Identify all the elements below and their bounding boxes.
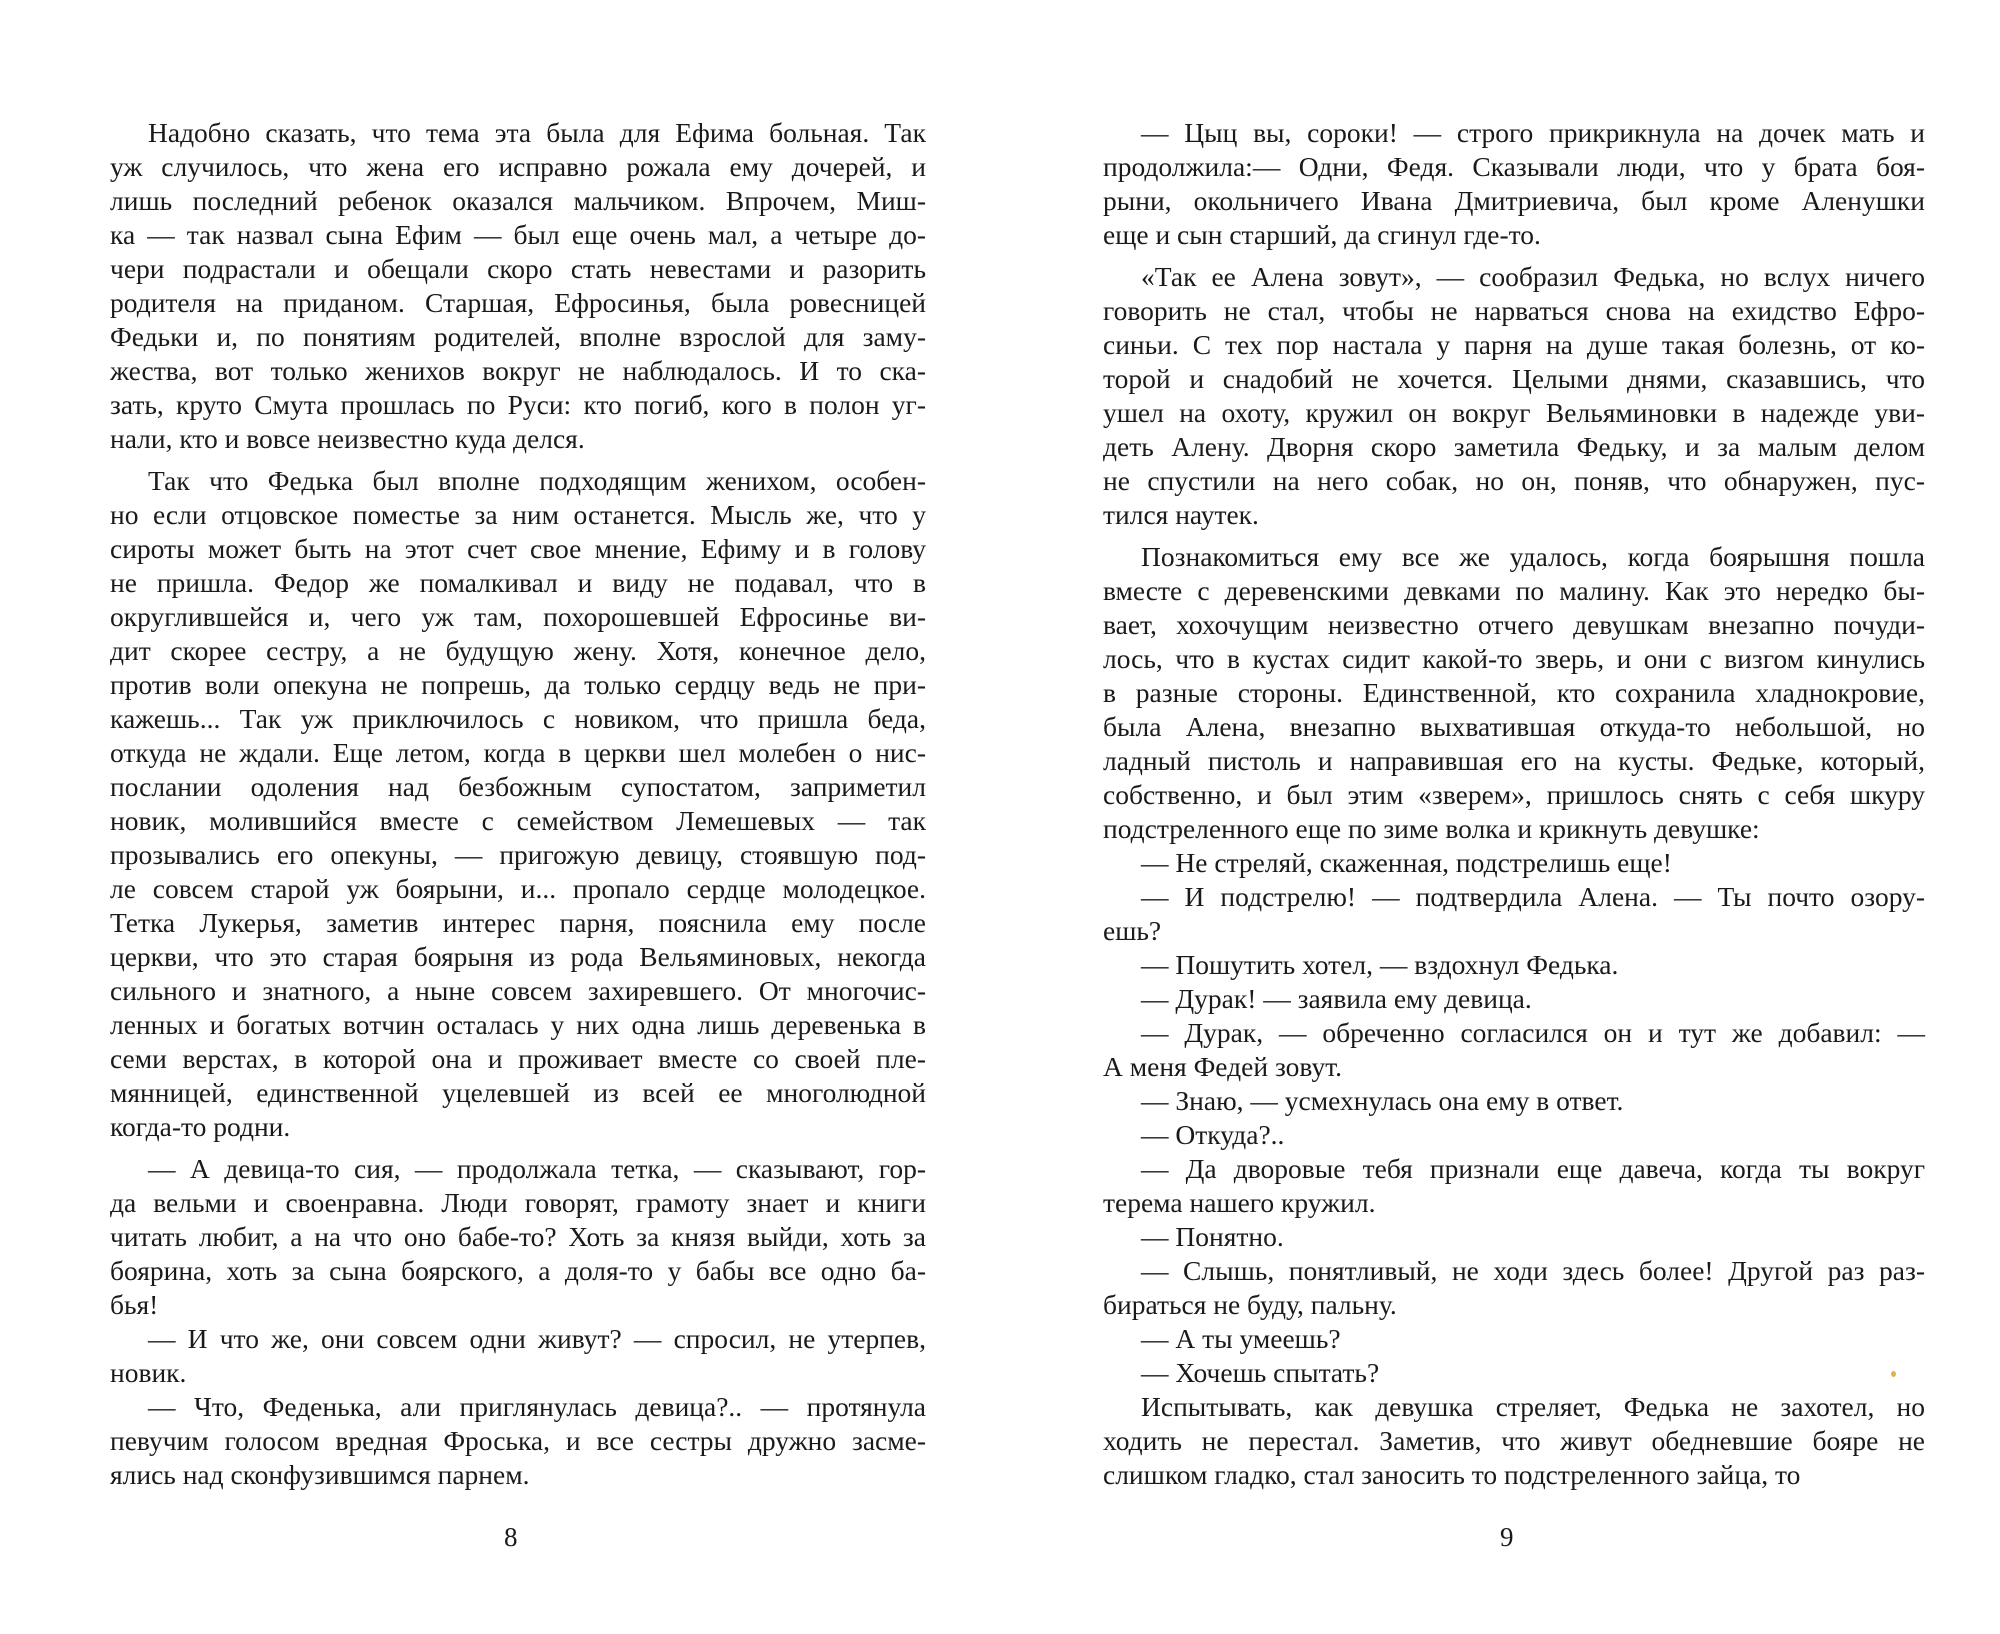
text-line: ле совсем старой уж боярыни, и... пропало сердце молодецкое.	[110, 873, 926, 904]
text-line: бья!	[110, 1289, 159, 1320]
print-speck	[1891, 1371, 1896, 1377]
text-line: — Откуда?..	[1141, 1119, 1285, 1150]
text-line: певучим голосом вредная Фроська, и все сестры дружно засме-	[110, 1425, 926, 1456]
text-line: торой и снадобий не хочется. Целыми днями, сказавшись, что	[1103, 363, 1925, 394]
text-line: — И что же, они совсем одни живут? — спросил, не утерпев,	[148, 1323, 926, 1354]
text-line: вместе с деревенскими девками по малину. Как это нередко бы-	[1103, 575, 1925, 606]
text-line: откуда не ждали. Еще летом, когда в церкви шел молебен о нис-	[110, 737, 926, 768]
text-line: боярина, хоть за сына боярского, а доля-то у бабы все одно ба-	[110, 1255, 926, 1286]
text-line: рыни, окольничего Ивана Дмитриевича, был кроме Аленушки	[1103, 185, 1925, 216]
text-line: нали, кто и вовсе неизвестно куда делся.	[110, 423, 585, 454]
text-line: — Цыц вы, сороки! — строго прикрикнула на дочек мать и	[1141, 117, 1925, 148]
text-line: дит скорее сестру, а не будущую жену. Хотя, конечное дело,	[110, 635, 926, 666]
text-line: ленных и богатых вотчин осталась у них одна лишь деревенька в	[110, 1009, 926, 1040]
text-line: ешь?	[1103, 915, 1162, 946]
text-line: не спустили на него собак, но он, поняв, что обнаружен, пус-	[1103, 465, 1925, 496]
text-line: ладный пистоль и направившая его на кусты. Федьке, который,	[1103, 745, 1925, 776]
text-line: ка — так назвал сына Ефим — был еще очень мал, а четыре до-	[110, 219, 926, 250]
text-line: лишь последний ребенок оказался мальчиком. Впрочем, Миш-	[110, 185, 926, 216]
text-line: ялись над сконфузившимся парнем.	[110, 1459, 530, 1490]
text-line: — И подстрелю! — подтвердила Алена. — Ты почто озору-	[1141, 881, 1925, 912]
text-line: — А ты умеешь?	[1141, 1323, 1341, 1354]
text-line: новик.	[110, 1357, 187, 1388]
text-line: еще и сын старший, да сгинул где-то.	[1103, 219, 1541, 250]
text-line: семи верстах, в которой она и проживает вместе со своей пле-	[110, 1043, 926, 1074]
text-line: вает, хохочущим неизвестно отчего девушкам внезапно почуди-	[1103, 609, 1925, 640]
text-line: — Дурак, — обреченно согласился он и тут же добавил: —	[1141, 1017, 1925, 1048]
text-line: да вельми и своенравна. Люди говорят, грамоту знает и книги	[110, 1187, 926, 1218]
text-line: говорить не стал, чтобы не нарваться снова на ехидство Ефро-	[1103, 295, 1925, 326]
text-line: когда-то родни.	[110, 1111, 291, 1142]
text-line: — Знаю, — усмехнулась она ему в ответ.	[1141, 1085, 1624, 1116]
text-line: — Пошутить хотел, — вздохнул Федька.	[1141, 949, 1619, 980]
page-number-right: 9	[1500, 1522, 1514, 1552]
text-line: — Да дворовые тебя признали еще давеча, когда ты вокруг	[1141, 1153, 1925, 1184]
page-number-left: 8	[504, 1522, 518, 1552]
text-line: — Не стреляй, скаженная, подстрелишь еще!	[1141, 847, 1672, 878]
text-line: — Слышь, понятливый, не ходи здесь более! Другой раз раз-	[1141, 1255, 1925, 1286]
text-line: зать, круто Смута прошлась по Руси: кто погиб, кого в полон уг-	[110, 389, 926, 420]
text-line: сильного и знатного, а ныне совсем захиревшего. От многочис-	[110, 975, 926, 1006]
text-line: жества, вот только женихов вокруг не наблюдалось. И то ска-	[110, 355, 926, 386]
text-line: чери подрастали и обещали скоро стать невестами и разорить	[110, 253, 926, 284]
text-line: собственно, и был этим «зверем», пришлось снять с себя шкуру	[1103, 779, 1925, 810]
text-line: но если отцовское поместье за ним останется. Мысль же, что у	[110, 499, 926, 530]
text-line: была Алена, внезапно выхватившая откуда-то небольшой, но	[1103, 711, 1925, 742]
text-line: Тетка Лукерья, заметив интерес парня, пояснила ему после	[110, 907, 926, 938]
left-page	[110, 116, 926, 1492]
text-line: новик, молившийся вместе с семейством Лемешевых — так	[110, 805, 926, 836]
text-line: тился наутек.	[1103, 499, 1259, 530]
text-line: деть Алену. Дворня скоро заметила Федьку, и за малым делом	[1103, 431, 1925, 462]
text-line: против воли опекуна не попрешь, да только сердцу ведь не при-	[110, 669, 926, 700]
text-line: — Дурак! — заявила ему девица.	[1141, 983, 1532, 1014]
text-line: читать любит, а на что оно бабе-то? Хоть за князя выйди, хоть за	[110, 1221, 926, 1252]
text-line: терема нашего кружил.	[1103, 1187, 1376, 1218]
text-line: родителя на приданом. Старшая, Ефросинья, была ровесницей	[110, 287, 926, 318]
text-line: послании одоления над безбожным супостатом, заприметил	[110, 771, 926, 802]
text-line: лось, что в кустах сидит какой-то зверь, и они с визгом кинулись	[1103, 643, 1925, 674]
text-line: округлившейся и, чего уж там, похорошевшей Ефросинье ви-	[110, 601, 926, 632]
text-line: не пришла. Федор же помалкивал и виду не подавал, что в	[110, 567, 926, 598]
text-line: подстреленного еще по зиме волка и крикнуть девушке:	[1103, 813, 1760, 844]
text-line: мянницей, единственной уцелевшей из всей ее многолюдной	[110, 1077, 926, 1108]
text-line: кажешь... Так уж приключилось с новиком, что пришла беда,	[110, 703, 926, 734]
text-line: Так что Федька был вполне подходящим женихом, особен-	[148, 465, 926, 496]
text-line: прозывались его опекуны, — пригожую девицу, стоявшую под-	[110, 839, 926, 870]
text-line: продолжила:— Одни, Федя. Сказывали люди, что у брата боя-	[1103, 151, 1925, 182]
text-line: Испытывать, как девушка стреляет, Федька не захотел, но	[1141, 1391, 1925, 1422]
text-line: сироты может быть на этот счет свое мнение, Ефиму и в голову	[110, 533, 926, 564]
text-line: А меня Федей зовут.	[1103, 1051, 1343, 1082]
text-line: «Так ее Алена зовут», — сообразил Федька, но вслух ничего	[1141, 261, 1925, 292]
text-line: ушел на охоту, кружил он вокруг Вельяминовки в надежде уви-	[1103, 397, 1925, 428]
text-line: церкви, что это старая боярыня из рода Вельяминовых, некогда	[110, 941, 926, 972]
text-line: бираться не буду, пальну.	[1103, 1289, 1397, 1320]
text-line: слишком гладко, стал заносить то подстреленного зайца, то	[1103, 1459, 1801, 1490]
text-line: Надобно сказать, что тема эта была для Ефима больная. Так	[148, 117, 926, 148]
text-line: — Понятно.	[1141, 1221, 1284, 1252]
text-line: уж случилось, что жена его исправно рожала ему дочерей, и	[110, 151, 926, 182]
text-line: Федьки и, по понятиям родителей, вполне взрослой для заму-	[110, 321, 926, 352]
text-line: в разные стороны. Единственной, кто сохранила хладнокровие,	[1103, 677, 1925, 708]
text-line: Познакомиться ему все же удалось, когда боярышня пошла	[1141, 541, 1925, 572]
text-line: — А девица-то сия, — продолжала тетка, — сказывают, гор-	[148, 1153, 926, 1184]
right-page	[1103, 116, 1925, 1492]
text-line: синьи. С тех пор настала у парня на душе такая болезнь, от ко-	[1103, 329, 1925, 360]
text-line: — Что, Феденька, али приглянулась девица?.. — протянула	[148, 1391, 926, 1422]
text-line: — Хочешь спытать?	[1141, 1357, 1380, 1388]
text-line: ходить не перестал. Заметив, что живут обедневшие бояре не	[1103, 1425, 1925, 1456]
